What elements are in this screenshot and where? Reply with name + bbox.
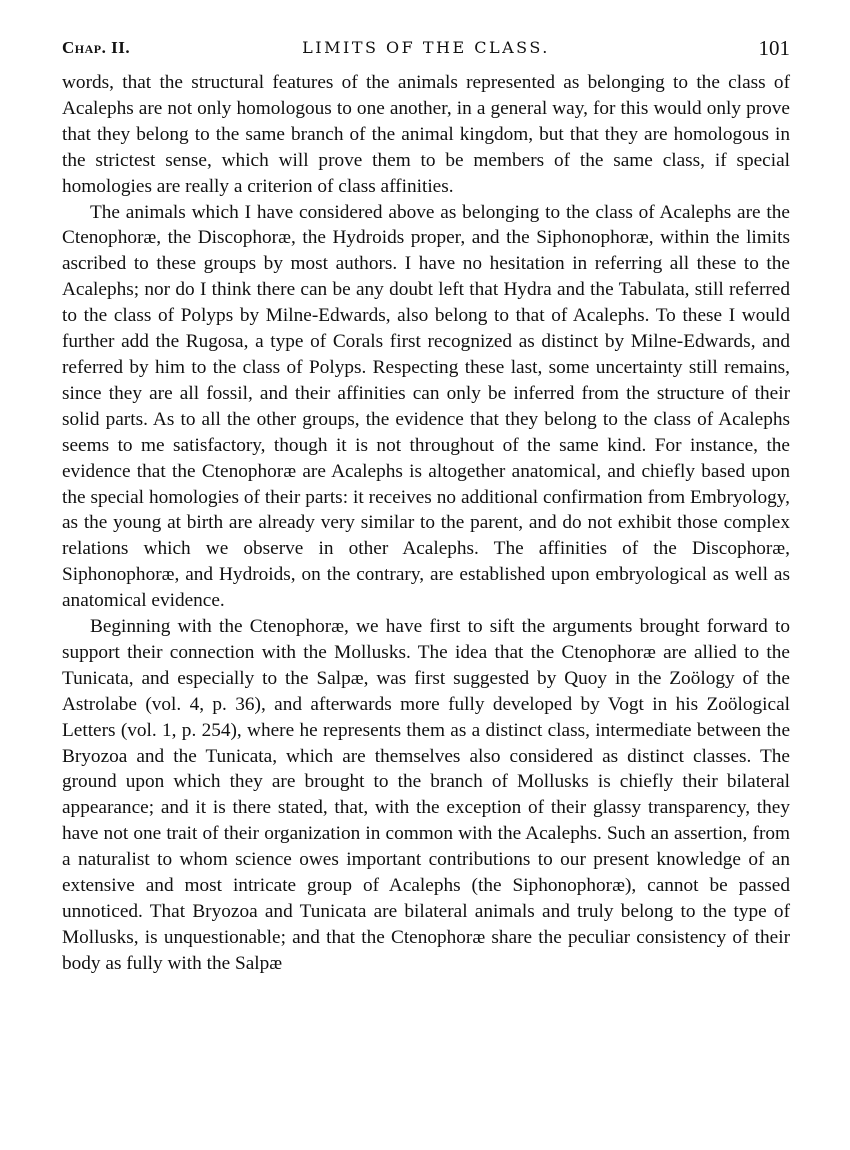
- paragraph-continuation: words, that the structural features of the animals represented as belonging to the class of Acalephs are not only homologous to one another, in a general way, for this would only prove that they belong to the same branch of the animal kingdom, but that they are homologous in the strictest sense, which will prove them to be members of the same class, if special homologies are really a criterion of class affinities.: [62, 72, 790, 197]
- paragraph-ctenophorae: Beginning with the Ctenophoræ, we have first to sift the arguments brought forward to support their connection with the Mollusks. The idea that the Ctenophoræ are allied to the Tunicata, and especially to the Salpæ, was first suggested by Quoy in the Zoölogy of the Astrolabe (vol. 4, p. 36), and afterwards more fully developed by Vogt in his Zoölogical Letters (vol. 1, p. 254), where he represents them as a distinct class, intermediate between the Bryozoa and the Tunicata, which are themselves also considered as distinct classes. The ground upon which they are brought to the branch of Mollusks is chiefly their bilateral appearance; and it is there stated, that, with the exception of their glassy transparency, they have not one trait of their organization in common with the Acalephs. Such an assertion, from a naturalist to whom science owes important contributions to our present knowledge of an extensive and most intricate group of Acalephs (the Siphonophoræ), cannot be passed unnoticed. That Bryozoa and Tunicata are bilateral animals and truly belong to the type of Mollusks, is unquestionable; and that the Ctenophoræ share the peculiar consistency of their body as fully with the Salpæ: [62, 616, 790, 974]
- body-text: [62, 70, 790, 977]
- running-title: LIMITS OF THE CLASS.: [302, 38, 550, 57]
- running-head: [62, 36, 790, 70]
- page-number: 101: [758, 36, 790, 60]
- book-page: [62, 36, 790, 977]
- paragraph-acaleph-groups: The animals which I have considered above as belonging to the class of Acalephs are the Ctenophoræ, the Discophoræ, the Hydroids proper, and the Siphonophoræ, within the limits ascribed to these groups by most authors. I have no hesitation in referring all these to the Acalephs; nor do I think there can be any doubt left that Hydra and the Tabulata, still referred to the class of Polyps by Milne-Edwards, also belong to that of Acalephs. To these I would further add the Rugosa, a type of Corals first recognized as distinct by Milne-Edwards, and referred by him to the class of Polyps. Respecting these last, some uncertainty still remains, since they are all fossil, and their affinities can only be inferred from the structure of their solid parts. As to all the other groups, the evidence that they belong to the class of Acalephs seems to me satisfactory, though it is not throughout of the same kind. For instance, the evidence that the Ctenophoræ are Acalephs is altogether anatomical, and chiefly based upon the special homologies of their parts: it receives no additional confirmation from Embryology, as the young at birth are already very similar to the parent, and do not exhibit those complex relations which we observe in other Acalephs. The affinities of the Discophoræ, Siphonophoræ, and Hydroids, on the contrary, are established upon embryological as well as anatomical evidence.: [62, 201, 790, 612]
- chapter-label: Chap. II.: [62, 38, 131, 57]
